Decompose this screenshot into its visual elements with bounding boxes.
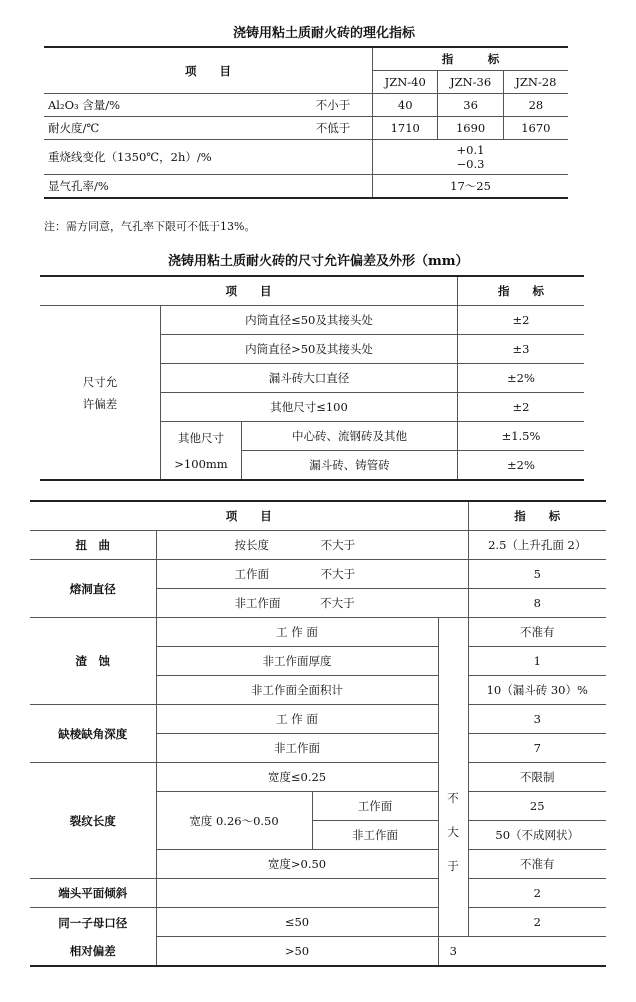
melt-qualifier: 不大于	[320, 596, 355, 610]
row-label: 非工作面全面积计	[156, 676, 438, 705]
header-item: 项 目	[30, 501, 468, 531]
cell-value: 5	[468, 560, 606, 589]
cell-value: 1	[468, 647, 606, 676]
header-index: 指 标	[373, 47, 568, 71]
row-group-label: 扭 曲	[30, 531, 156, 560]
grade-3: JZN-28	[503, 71, 568, 94]
crack-width-label: 宽度 0.26～0.50	[156, 792, 312, 850]
melt-name: 工作面	[234, 567, 269, 581]
diam-label-line: 同一子母口径	[58, 915, 128, 930]
properties-table	[44, 46, 568, 199]
cell-value: 不限制	[468, 763, 606, 792]
row-label: >50	[156, 937, 438, 967]
cell-value: 40	[373, 94, 438, 117]
cell-value: 7	[468, 734, 606, 763]
table-row	[30, 531, 606, 560]
cell-value: 不准有	[468, 618, 606, 647]
row-label: 工作面	[312, 792, 438, 821]
row-label	[156, 531, 468, 560]
table2-title: 浇铸用粘土质耐火砖的尺寸允许偏差及外形（mm）	[168, 254, 469, 269]
cell-value: 8	[468, 589, 606, 618]
vertical-char: 不	[447, 791, 459, 805]
cell-value: ±2	[458, 306, 585, 335]
table1-note: 注：需方同意，气孔率下限可不低于13%。	[44, 220, 256, 233]
row-label: 内筒直径≤50及其接头处	[161, 306, 458, 335]
cell-value: 10（漏斗砖 30）%	[468, 676, 606, 705]
header-index: 指 标	[468, 501, 606, 531]
melt-name: 非工作面	[234, 596, 281, 610]
not-greater-than-vertical	[438, 618, 468, 937]
cell-value: 2.5（上升孔面 2）	[468, 531, 606, 560]
cell-value: ±1.5%	[458, 422, 585, 451]
cell-value: 2	[468, 879, 606, 908]
table-row	[44, 117, 568, 140]
cell-value: 28	[503, 94, 568, 117]
cell-value: 1690	[438, 117, 503, 140]
row-label: 中心砖、流钢砖及其他	[242, 422, 458, 451]
diam-label-line: 相对偏差	[69, 943, 116, 958]
row-group-label: 裂纹长度	[30, 763, 156, 879]
row-label: Al₂O₃ 含量/%	[44, 94, 294, 117]
header-index: 指 标	[458, 276, 585, 306]
vertical-char: 于	[447, 859, 459, 873]
row-label: 工 作 面	[156, 618, 438, 647]
table-row	[40, 306, 584, 335]
header-item: 项 目	[40, 276, 458, 306]
table1-title: 浇铸用粘土质耐火砖的理化指标	[233, 26, 416, 41]
row-group-label	[30, 908, 156, 967]
table-row	[44, 175, 568, 199]
grade-2: JZN-36	[438, 71, 503, 94]
row-label: 宽度>0.50	[156, 850, 438, 879]
group-label	[40, 306, 161, 481]
row-group-label: 端头平面倾斜	[30, 879, 156, 908]
cell-value: 3	[468, 705, 606, 734]
reheat-plus: +0.1	[456, 143, 485, 157]
table-row	[30, 763, 606, 792]
table-row	[30, 908, 606, 937]
table-row	[30, 879, 606, 908]
cell-value: 1670	[503, 117, 568, 140]
appearance-table	[30, 500, 606, 967]
row-group-label: 渣 蚀	[30, 618, 156, 705]
reheat-minus: −0.3	[456, 157, 485, 171]
tolerance-table	[40, 275, 584, 481]
table-row	[44, 140, 568, 175]
table-row	[44, 94, 568, 117]
cell-value: 1710	[373, 117, 438, 140]
row-label: 非工作面厚度	[156, 647, 438, 676]
row-label: 显气孔率/%	[44, 175, 373, 199]
row-label: 其他尺寸≤100	[161, 393, 458, 422]
row-label: 漏斗砖、铸管砖	[242, 451, 458, 481]
row-label	[156, 589, 468, 618]
row-qualifier: 不小于	[294, 94, 373, 117]
row-label: 非工作面	[312, 821, 438, 850]
row-group-label: 熔洞直径	[30, 560, 156, 618]
row-label: 重烧线变化（1350℃，2h）/%	[44, 140, 373, 175]
vertical-char: 大	[447, 825, 459, 839]
group-label-line: 许偏差	[82, 396, 118, 411]
other-size-line: >100mm	[174, 456, 228, 471]
cell-value: 不准有	[468, 850, 606, 879]
twist-qualifier: 不大于	[320, 538, 356, 552]
cell-value: ±3	[458, 335, 585, 364]
twist-name: 按长度	[234, 538, 269, 552]
cell-value	[373, 140, 568, 175]
header-item: 项 目	[44, 47, 373, 94]
cell-value: 50（不成网状）	[468, 821, 606, 850]
row-label: 工 作 面	[156, 705, 438, 734]
cell-value: ±2%	[458, 451, 585, 481]
cell-value: 2	[468, 908, 606, 937]
group-label-line: 尺寸允	[82, 374, 118, 389]
row-label: 宽度≤0.25	[156, 763, 438, 792]
row-label: 漏斗砖大口直径	[161, 364, 458, 393]
grade-1: JZN-40	[373, 71, 438, 94]
row-group-label: 缺棱缺角深度	[30, 705, 156, 763]
other-size-label	[161, 422, 242, 481]
cell-value: ±2	[458, 393, 585, 422]
other-size-line: 其他尺寸	[178, 430, 224, 445]
cell-value: 25	[468, 792, 606, 821]
row-label-empty	[156, 879, 438, 908]
melt-qualifier: 不大于	[320, 567, 356, 581]
table-row	[30, 560, 606, 589]
cell-value: ±2%	[458, 364, 585, 393]
row-label: 非工作面	[156, 734, 438, 763]
row-label: ≤50	[156, 908, 438, 937]
row-label: 耐火度/℃	[44, 117, 294, 140]
table-row	[30, 705, 606, 734]
cell-value: 36	[438, 94, 503, 117]
row-label	[156, 560, 468, 589]
cell-value: 3	[438, 937, 468, 967]
cell-value: 17～25	[373, 175, 568, 199]
row-label: 内筒直径>50及其接头处	[161, 335, 458, 364]
table-row	[30, 618, 606, 647]
row-qualifier: 不低于	[294, 117, 373, 140]
